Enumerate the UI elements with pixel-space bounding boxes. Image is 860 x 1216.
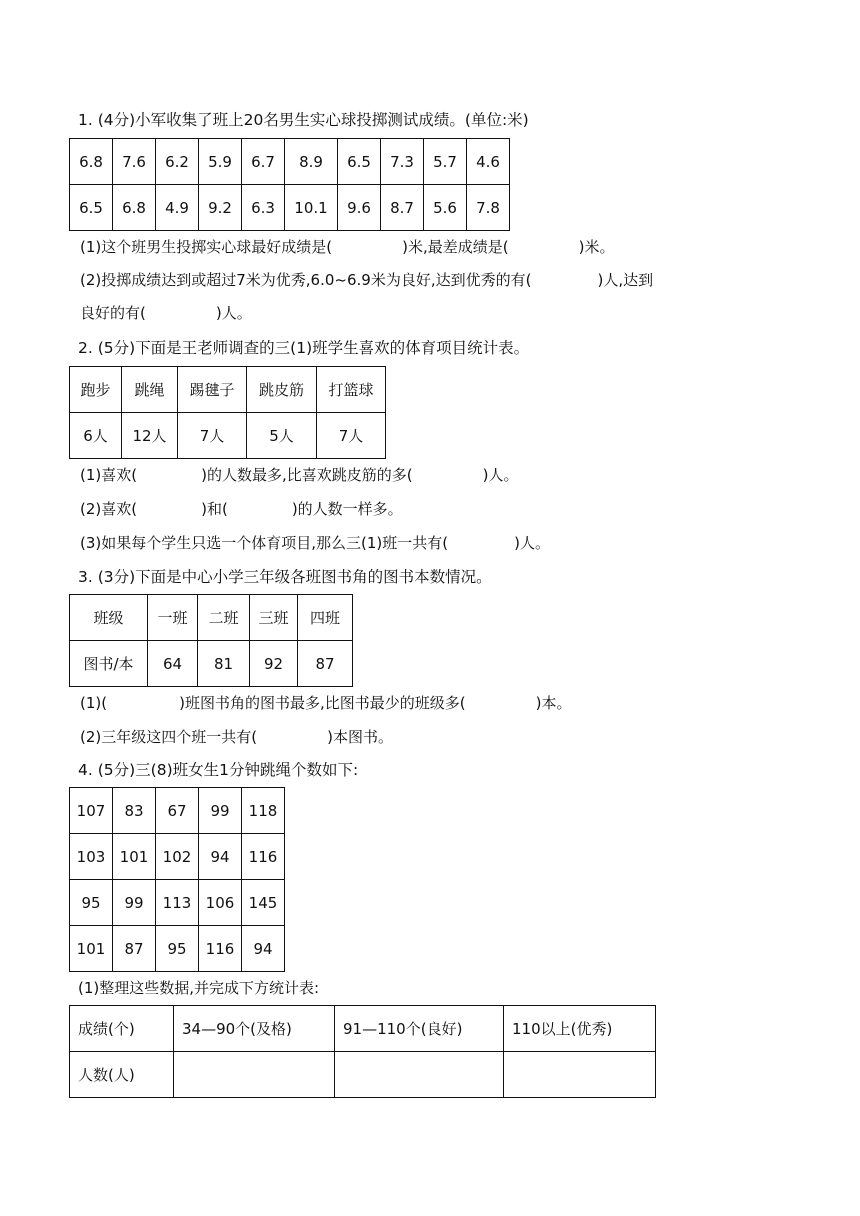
table-cell: 7.3	[381, 139, 424, 185]
q2-part1: (1)喜欢( )的人数最多,比喜欢跳皮筋的多( )人。	[80, 466, 519, 484]
q3-books-table	[69, 594, 353, 687]
table-cell: 6.5	[70, 185, 113, 231]
table-cell: 8.9	[285, 139, 338, 185]
q3-part1: (1)( )班图书角的图书最多,比图书最少的班级多( )本。	[80, 694, 572, 712]
table-cell: 9.6	[338, 185, 381, 231]
table-header: 踢毽子	[178, 367, 247, 413]
q4-rope-table	[69, 787, 285, 972]
table-cell: 6.3	[242, 185, 285, 231]
table-header: 打篮球	[317, 367, 386, 413]
table-row-label: 人数(人)	[70, 1052, 174, 1098]
table-header: 一班	[148, 595, 198, 641]
table-cell: 7人	[317, 413, 386, 459]
q2-part2: (2)喜欢( )和( )的人数一样多。	[80, 500, 403, 518]
table-cell: 99	[113, 880, 156, 926]
table-cell: 8.7	[381, 185, 424, 231]
q4-part1: (1)整理这些数据,并完成下方统计表:	[78, 979, 320, 997]
table-header: 班级	[70, 595, 148, 641]
table-cell: 83	[113, 788, 156, 834]
table-header: 跑步	[70, 367, 122, 413]
answer-cell[interactable]	[174, 1052, 335, 1098]
table-cell: 101	[113, 834, 156, 880]
table-cell: 7人	[178, 413, 247, 459]
table-cell: 102	[156, 834, 199, 880]
table-header: 跳皮筋	[247, 367, 317, 413]
table-cell: 87	[298, 641, 353, 687]
table-cell: 87	[113, 926, 156, 972]
table-cell: 6.2	[156, 139, 199, 185]
table-cell: 95	[70, 880, 113, 926]
table-cell: 4.6	[467, 139, 510, 185]
table-cell: 5人	[247, 413, 317, 459]
table-cell: 10.1	[285, 185, 338, 231]
q2-sports-table	[69, 366, 386, 459]
table-cell: 106	[199, 880, 242, 926]
table-cell: 113	[156, 880, 199, 926]
table-header: 34—90个(及格)	[174, 1006, 335, 1052]
table-cell: 116	[199, 926, 242, 972]
table-cell: 95	[156, 926, 199, 972]
q2-part3: (3)如果每个学生只选一个体育项目,那么三(1)班一共有( )人。	[80, 534, 550, 552]
table-cell: 6.8	[113, 185, 156, 231]
table-cell: 103	[70, 834, 113, 880]
table-cell: 99	[199, 788, 242, 834]
table-cell: 7.8	[467, 185, 510, 231]
table-header: 四班	[298, 595, 353, 641]
table-cell: 118	[242, 788, 285, 834]
q4-title: 4. (5分)三(8)班女生1分钟跳绳个数如下:	[78, 761, 359, 779]
table-cell: 12人	[122, 413, 178, 459]
table-cell: 116	[242, 834, 285, 880]
table-cell: 94	[199, 834, 242, 880]
table-header: 二班	[198, 595, 250, 641]
table-cell: 4.9	[156, 185, 199, 231]
table-cell: 94	[242, 926, 285, 972]
q3-part2: (2)三年级这四个班一共有( )本图书。	[80, 728, 393, 746]
answer-cell[interactable]	[335, 1052, 504, 1098]
table-cell: 107	[70, 788, 113, 834]
table-header: 跳绳	[122, 367, 178, 413]
table-cell: 5.7	[424, 139, 467, 185]
table-header: 91—110个(良好)	[335, 1006, 504, 1052]
table-cell: 6.7	[242, 139, 285, 185]
table-header: 成绩(个)	[70, 1006, 174, 1052]
q1-title: 1. (4分)小军收集了班上20名男生实心球投掷测试成绩。(单位:米)	[78, 111, 529, 129]
table-cell: 67	[156, 788, 199, 834]
q2-title: 2. (5分)下面是王老师调查的三(1)班学生喜欢的体育项目统计表。	[78, 339, 530, 357]
q1-score-table	[69, 138, 510, 231]
table-cell: 5.6	[424, 185, 467, 231]
answer-cell[interactable]	[504, 1052, 656, 1098]
q1-part1: (1)这个班男生投掷实心球最好成绩是( )米,最差成绩是( )米。	[80, 238, 615, 256]
table-header: 110以上(优秀)	[504, 1006, 656, 1052]
table-cell: 145	[242, 880, 285, 926]
table-cell: 9.2	[199, 185, 242, 231]
q1-part2: (2)投掷成绩达到或超过7米为优秀,6.0~6.9米为良好,达到优秀的有( )人,达到	[80, 271, 654, 289]
q4-stat-table	[69, 1005, 656, 1098]
table-cell: 图书/本	[70, 641, 148, 687]
q3-title: 3. (3分)下面是中心小学三年级各班图书角的图书本数情况。	[78, 568, 492, 586]
table-cell: 64	[148, 641, 198, 687]
table-cell: 5.9	[199, 139, 242, 185]
table-cell: 7.6	[113, 139, 156, 185]
table-cell: 6人	[70, 413, 122, 459]
table-cell: 81	[198, 641, 250, 687]
table-cell: 6.5	[338, 139, 381, 185]
table-header: 三班	[250, 595, 298, 641]
table-cell: 101	[70, 926, 113, 972]
table-cell: 92	[250, 641, 298, 687]
table-cell: 6.8	[70, 139, 113, 185]
q1-part2-cont: 良好的有( )人。	[80, 304, 252, 322]
